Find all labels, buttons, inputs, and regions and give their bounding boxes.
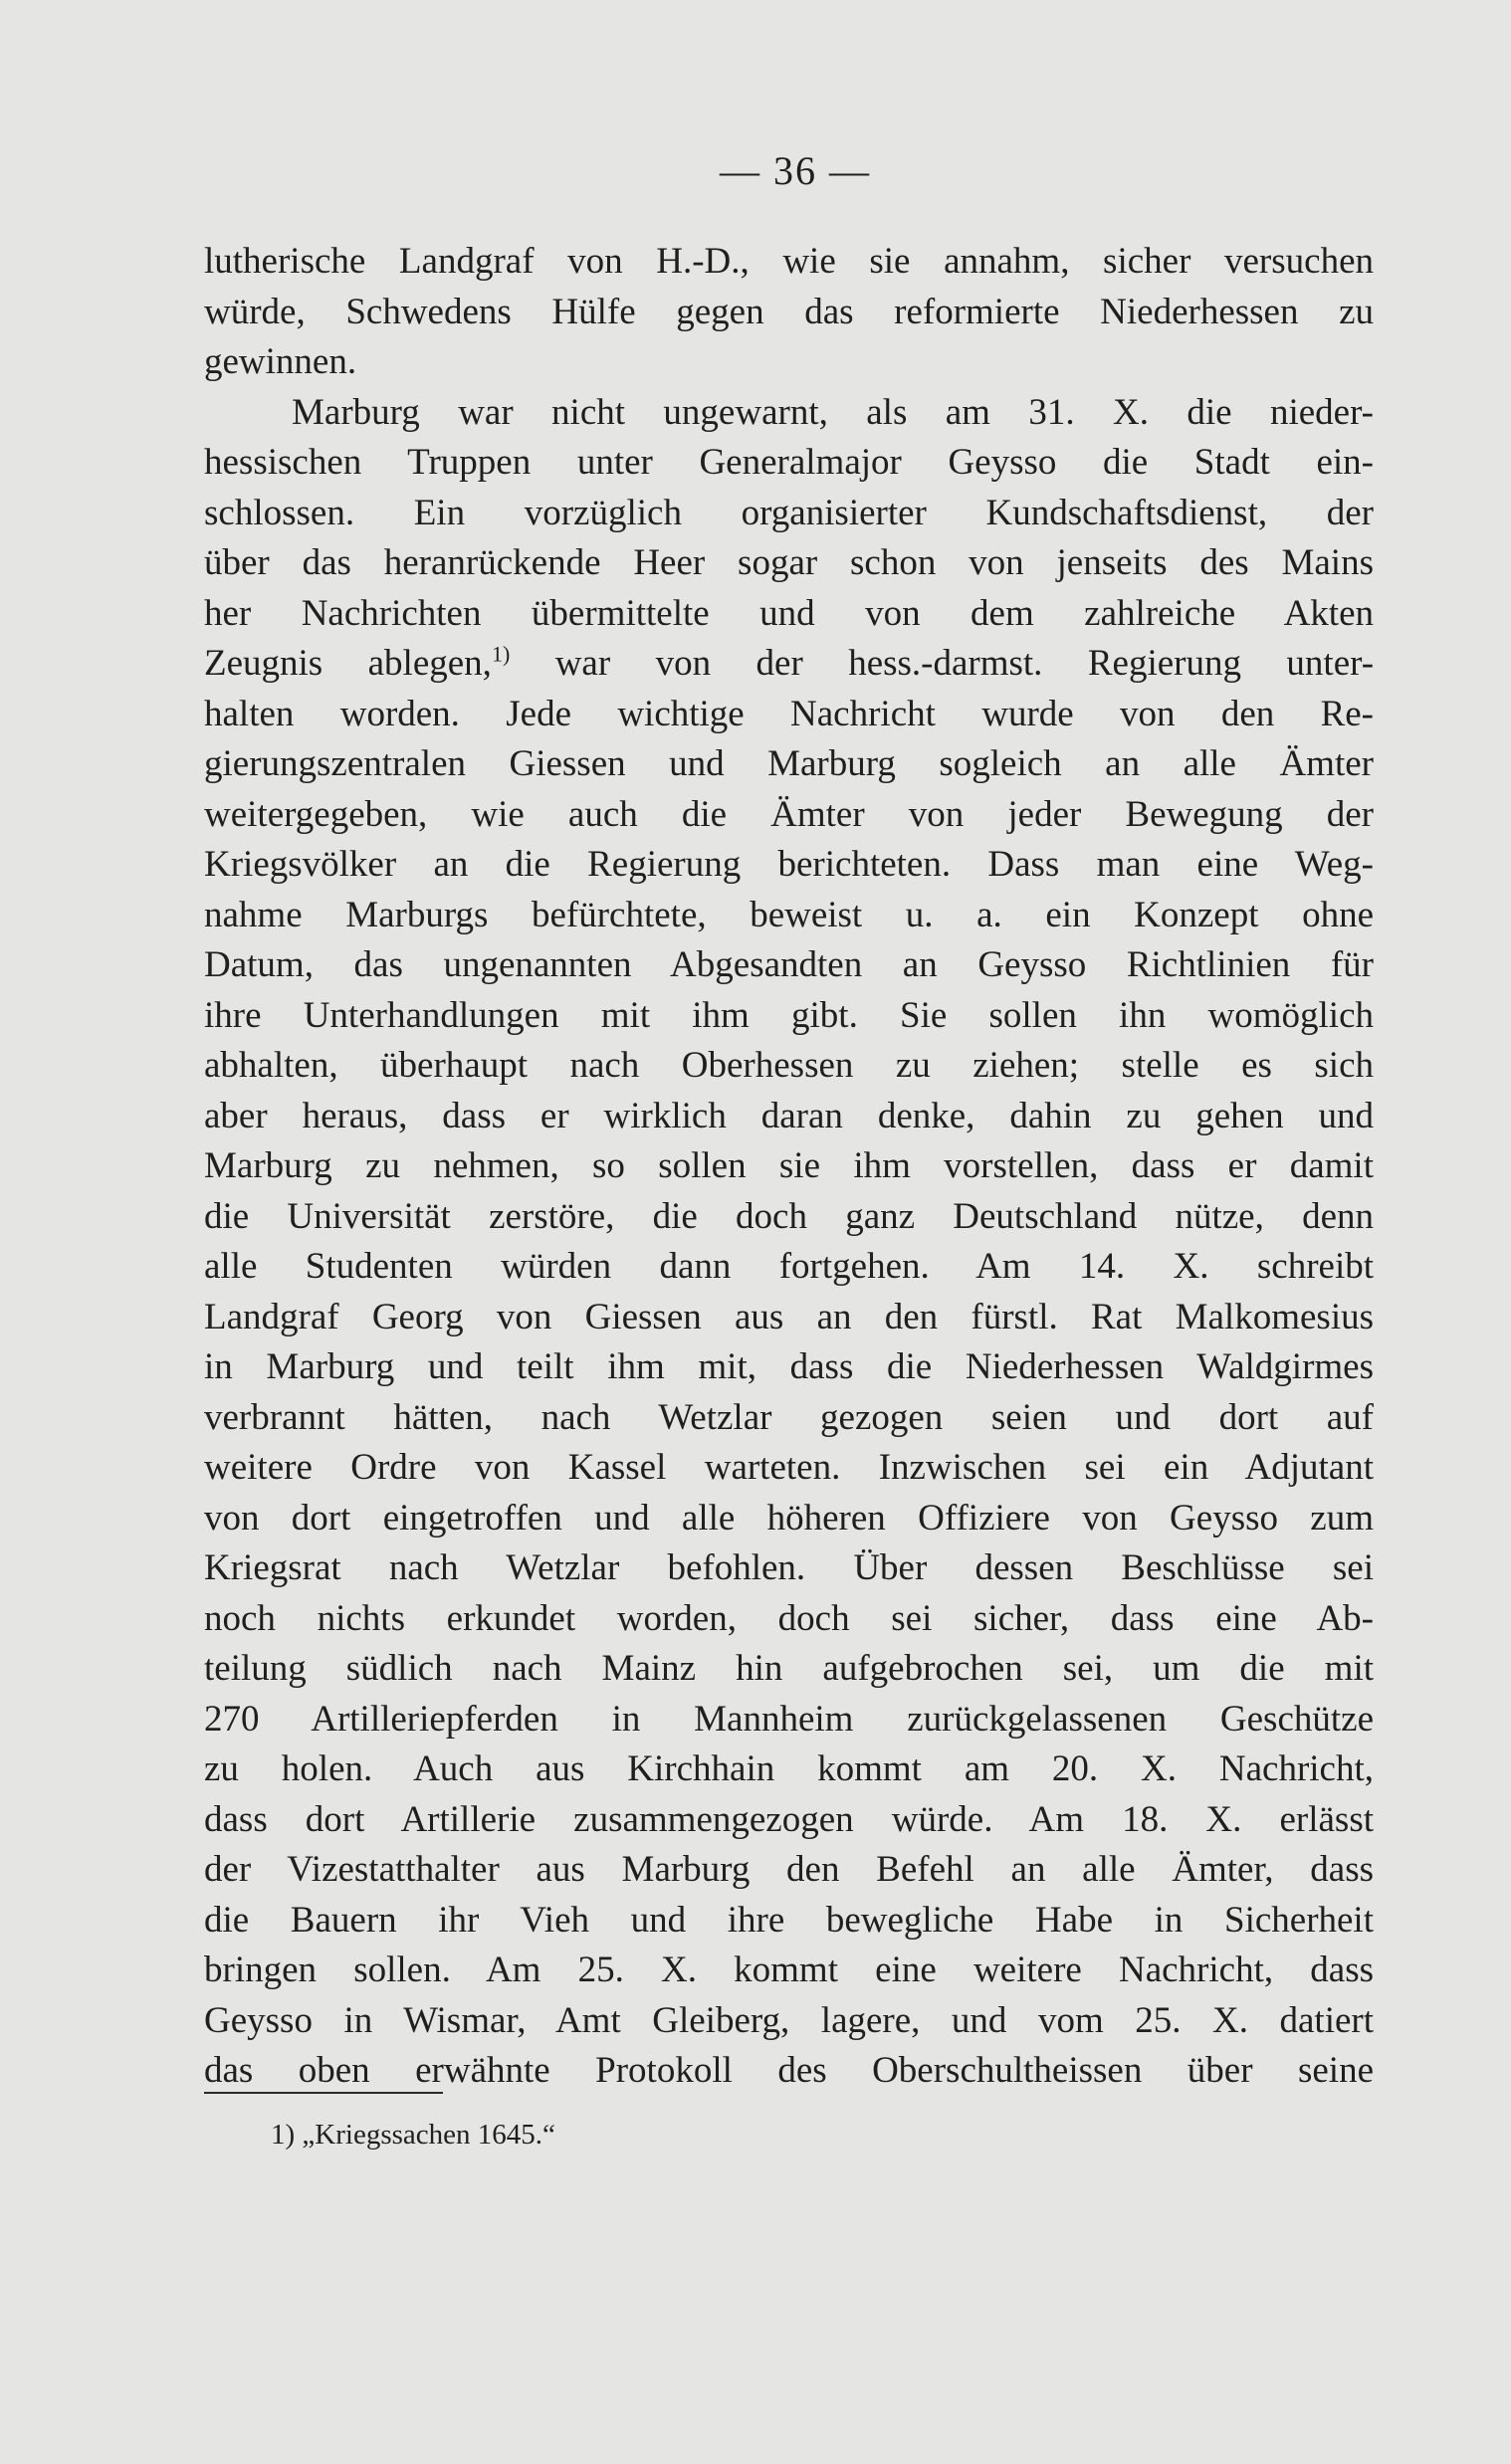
text-line: weitere Ordre von Kassel warteten. Inzwischen sei ein Adjutant [204,1447,1374,1488]
text-line: das oben erwähnte Protokoll des Oberschultheissen über seine [204,2050,1374,2091]
text-line: Datum, das ungenannten Abgesandten an Geysso Richtlinien für [204,944,1374,985]
text-line: Marburg zu nehmen, so sollen sie ihm vorstellen, dass er damit [204,1145,1374,1186]
text-line: die Bauern ihr Vieh und ihre bewegliche Habe in Sicherheit [204,1899,1374,1941]
text-line: Geysso in Wismar, Amt Gleiberg, lagere, und vom 25. X. datiert [204,1999,1374,2041]
text-line: zu holen. Auch aus Kirchhain kommt am 20. X. Nachricht, [204,1748,1374,1789]
footnote-marker: 1) [491,641,511,667]
footnote [271,2110,555,2159]
footnote-number: 1) [271,2119,296,2151]
footnote-divider [204,2092,443,2094]
text-line: Landgraf Georg von Giessen aus an den fürstl. Rat Malkomesius [204,1296,1374,1337]
text-line: alle Studenten würden dann fortgehen. Am 14. X. schreibt [204,1246,1374,1287]
text-line: halten worden. Jede wichtige Nachricht wurde von den Re- [204,693,1374,734]
text-line: schlossen. Ein vorzüglich organisierter Kundschaftsdienst, der [204,492,1374,533]
text-line: über das heranrückende Heer sogar schon von jenseits des Mains [204,542,1374,583]
text-line: Marburg war nicht ungewarnt, als am 31. X. die nieder- [292,391,1374,433]
text-line: von dort eingetroffen und alle höheren Offiziere von Geysso zum [204,1497,1374,1539]
text-line: noch nichts erkundet worden, doch sei sicher, dass eine Ab- [204,1597,1374,1639]
text-line: 270 Artilleriepferden in Mannheim zurückgelassenen Geschütze [204,1698,1374,1740]
text-line: Kriegsrat nach Wetzlar befohlen. Über dessen Beschlüsse sei [204,1547,1374,1588]
text-line: gewinnen. [204,341,357,382]
text-line: weitergegeben, wie auch die Ämter von jeder Bewegung der [204,793,1374,835]
text-line: hessischen Truppen unter Generalmajor Geysso die Stadt ein- [204,442,1374,483]
text-fragment: war von der hess.-darmst. Regierung unter- [554,643,1375,684]
text-line-with-footnote [204,639,1374,690]
text-line: die Universität zerstöre, die doch ganz Deutschland nütze, denn [204,1195,1374,1237]
text-line: würde, Schwedens Hülfe gegen das reformierte Niederhessen zu [204,291,1374,332]
text-line: in Marburg und teilt ihm mit, dass die Niederhessen Waldgirmes [204,1346,1374,1387]
text-fragment: Zeugnis ablegen, [204,643,492,684]
text-line: lutherische Landgraf von H.-D., wie sie annahm, sicher versuchen [204,241,1374,282]
footnote-text: „Kriegssachen 1645.“ [302,2119,555,2151]
text-line: der Vizestatthalter aus Marburg den Befehl an alle Ämter, dass [204,1849,1374,1890]
text-line: aber heraus, dass er wirklich daran denke, dahin zu gehen und [204,1095,1374,1136]
text-line: ihre Unterhandlungen mit ihm gibt. Sie sollen ihn womöglich [204,994,1374,1036]
text-line: her Nachrichten übermittelte und von dem zahlreiche Akten [204,592,1374,634]
body-text [204,237,1374,2097]
page-number: — 36 — [720,148,871,193]
text-line: abhalten, überhaupt nach Oberhessen zu ziehen; stelle es sich [204,1045,1374,1086]
text-line: verbrannt hätten, nach Wetzlar gezogen seien und dort auf [204,1396,1374,1438]
text-line: dass dort Artillerie zusammengezogen würde. Am 18. X. erlässt [204,1798,1374,1840]
text-line: Kriegsvölker an die Regierung berichteten. Dass man eine Weg- [204,844,1374,885]
text-line: nahme Marburgs befürchtete, beweist u. a. ein Konzept ohne [204,894,1374,935]
text-line: teilung südlich nach Mainz hin aufgebrochen sei, um die mit [204,1648,1374,1689]
text-line: bringen sollen. Am 25. X. kommt eine weitere Nachricht, dass [204,1950,1374,1990]
text-line: gierungszentralen Giessen und Marburg sogleich an alle Ämter [204,743,1374,784]
